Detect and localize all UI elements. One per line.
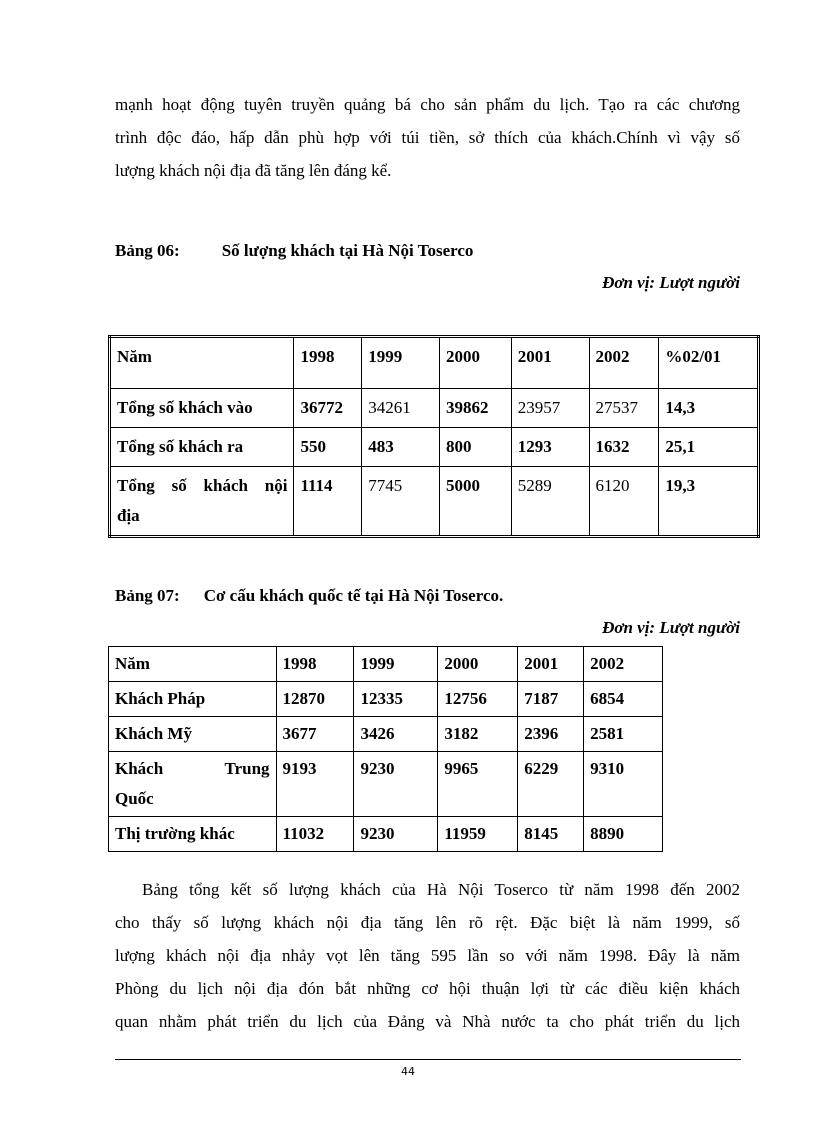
table-cell: 8890 — [584, 817, 663, 852]
intro-paragraph — [115, 88, 740, 187]
header-cell: %02/01 — [659, 337, 759, 389]
table-cell: 11959 — [438, 817, 518, 852]
table-cell: 6854 — [584, 682, 663, 717]
text-line: lượng khách nội địa đã tăng lên đáng kể. — [115, 161, 392, 180]
header-cell: 1998 — [276, 647, 354, 682]
header-cell: 2002 — [589, 337, 659, 389]
row-label — [110, 467, 294, 537]
table-cell: 7745 — [362, 467, 440, 537]
table-row — [109, 817, 663, 852]
summary-paragraph-cont — [115, 906, 740, 1038]
table-cell: 1114 — [294, 467, 362, 537]
text-line: cho thấy số lượng khách nội địa tăng lên rõ rệt. Đặc biệt là năm 1999, số — [115, 913, 740, 932]
table-cell: 2396 — [518, 717, 584, 752]
table-cell: 12870 — [276, 682, 354, 717]
row-label-line: Tổng số khách nội — [117, 476, 288, 495]
table-cell: 8145 — [518, 817, 584, 852]
table-row — [110, 428, 759, 467]
table-cell: 7187 — [518, 682, 584, 717]
table-cell: 9230 — [354, 752, 438, 817]
text-line: trình độc đáo, hấp dẫn phù hợp với túi tiền, sở thích của khách.Chính vì vậy số — [115, 128, 740, 147]
text-line: lượng khách nội địa nhảy vọt lên tăng 595 lần so với năm 1998. Đây là năm — [115, 946, 740, 965]
header-cell: Năm — [110, 337, 294, 389]
table-cell: 3677 — [276, 717, 354, 752]
table-cell: 27537 — [589, 389, 659, 428]
table-cell: 9193 — [276, 752, 354, 817]
table06 — [108, 335, 760, 538]
table-cell: 3426 — [354, 717, 438, 752]
table-cell: 23957 — [511, 389, 589, 428]
row-label: Thị trường khác — [109, 817, 277, 852]
table-cell: 9230 — [354, 817, 438, 852]
table07-caption — [115, 586, 503, 606]
header-cell: 2001 — [518, 647, 584, 682]
table07-unit: Đơn vị: Lượt người — [602, 618, 740, 637]
table-cell: 800 — [440, 428, 512, 467]
table-cell: 550 — [294, 428, 362, 467]
table-cell: 39862 — [440, 389, 512, 428]
table-row — [109, 752, 663, 817]
table-cell: 19,3 — [659, 467, 759, 537]
row-label-line: địa — [117, 506, 140, 525]
table06-caption — [115, 241, 473, 261]
row-label-line: Khách Trung — [115, 759, 270, 778]
table-cell: 14,3 — [659, 389, 759, 428]
text-line: mạnh hoạt động tuyên truyền quảng bá cho sản phẩm du lịch. Tạo ra các chương — [115, 95, 740, 114]
table-cell: 25,1 — [659, 428, 759, 467]
text-line: quan nhằm phát triển du lịch của Đảng và Nhà nước ta cho phát triển du lịch — [115, 1012, 740, 1031]
header-cell: 2002 — [584, 647, 663, 682]
text-line: Phòng du lịch nội địa đón bắt những cơ hội thuận lợi từ các điều kiện khách — [115, 979, 740, 998]
table-cell: 9310 — [584, 752, 663, 817]
table06-label: Bảng 06: — [115, 241, 180, 260]
table-row — [110, 389, 759, 428]
table-cell: 3182 — [438, 717, 518, 752]
table-row — [110, 467, 759, 537]
row-label-line: Quốc — [115, 789, 154, 808]
table-cell: 5000 — [440, 467, 512, 537]
table-cell: 12756 — [438, 682, 518, 717]
table-cell: 6229 — [518, 752, 584, 817]
table-cell: 12335 — [354, 682, 438, 717]
row-label: Tổng số khách vào — [110, 389, 294, 428]
summary-paragraph — [142, 873, 740, 906]
header-cell: 2000 — [438, 647, 518, 682]
row-label — [109, 752, 277, 817]
table-header-row — [110, 337, 759, 389]
page-number: 44 — [401, 1065, 415, 1078]
table07-label: Bảng 07: — [115, 586, 180, 605]
header-cell: 2001 — [511, 337, 589, 389]
text-line: Bảng tổng kết số lượng khách của Hà Nội Toserco từ năm 1998 đến 2002 — [142, 880, 740, 899]
table-cell: 5289 — [511, 467, 589, 537]
table-cell: 483 — [362, 428, 440, 467]
header-cell: 1999 — [362, 337, 440, 389]
table07 — [108, 646, 663, 852]
table-cell: 11032 — [276, 817, 354, 852]
header-cell: 2000 — [440, 337, 512, 389]
table-cell: 9965 — [438, 752, 518, 817]
table-header-row — [109, 647, 663, 682]
table-row — [109, 717, 663, 752]
table-cell: 6120 — [589, 467, 659, 537]
row-label: Tổng số khách ra — [110, 428, 294, 467]
table-cell: 36772 — [294, 389, 362, 428]
table06-unit: Đơn vị: Lượt người — [602, 273, 740, 292]
table-cell: 1632 — [589, 428, 659, 467]
header-cell: 1998 — [294, 337, 362, 389]
table-cell: 2581 — [584, 717, 663, 752]
header-cell: 1999 — [354, 647, 438, 682]
footer-divider — [115, 1059, 741, 1060]
table07-title: Cơ cấu khách quốc tế tại Hà Nội Toserco. — [203, 586, 504, 605]
table06-title: Số lượng khách tại Hà Nội Toserco — [221, 241, 474, 260]
table-cell: 1293 — [511, 428, 589, 467]
header-cell: Năm — [109, 647, 277, 682]
row-label: Khách Mỹ — [109, 717, 277, 752]
row-label: Khách Pháp — [109, 682, 277, 717]
table-row — [109, 682, 663, 717]
table-cell: 34261 — [362, 389, 440, 428]
